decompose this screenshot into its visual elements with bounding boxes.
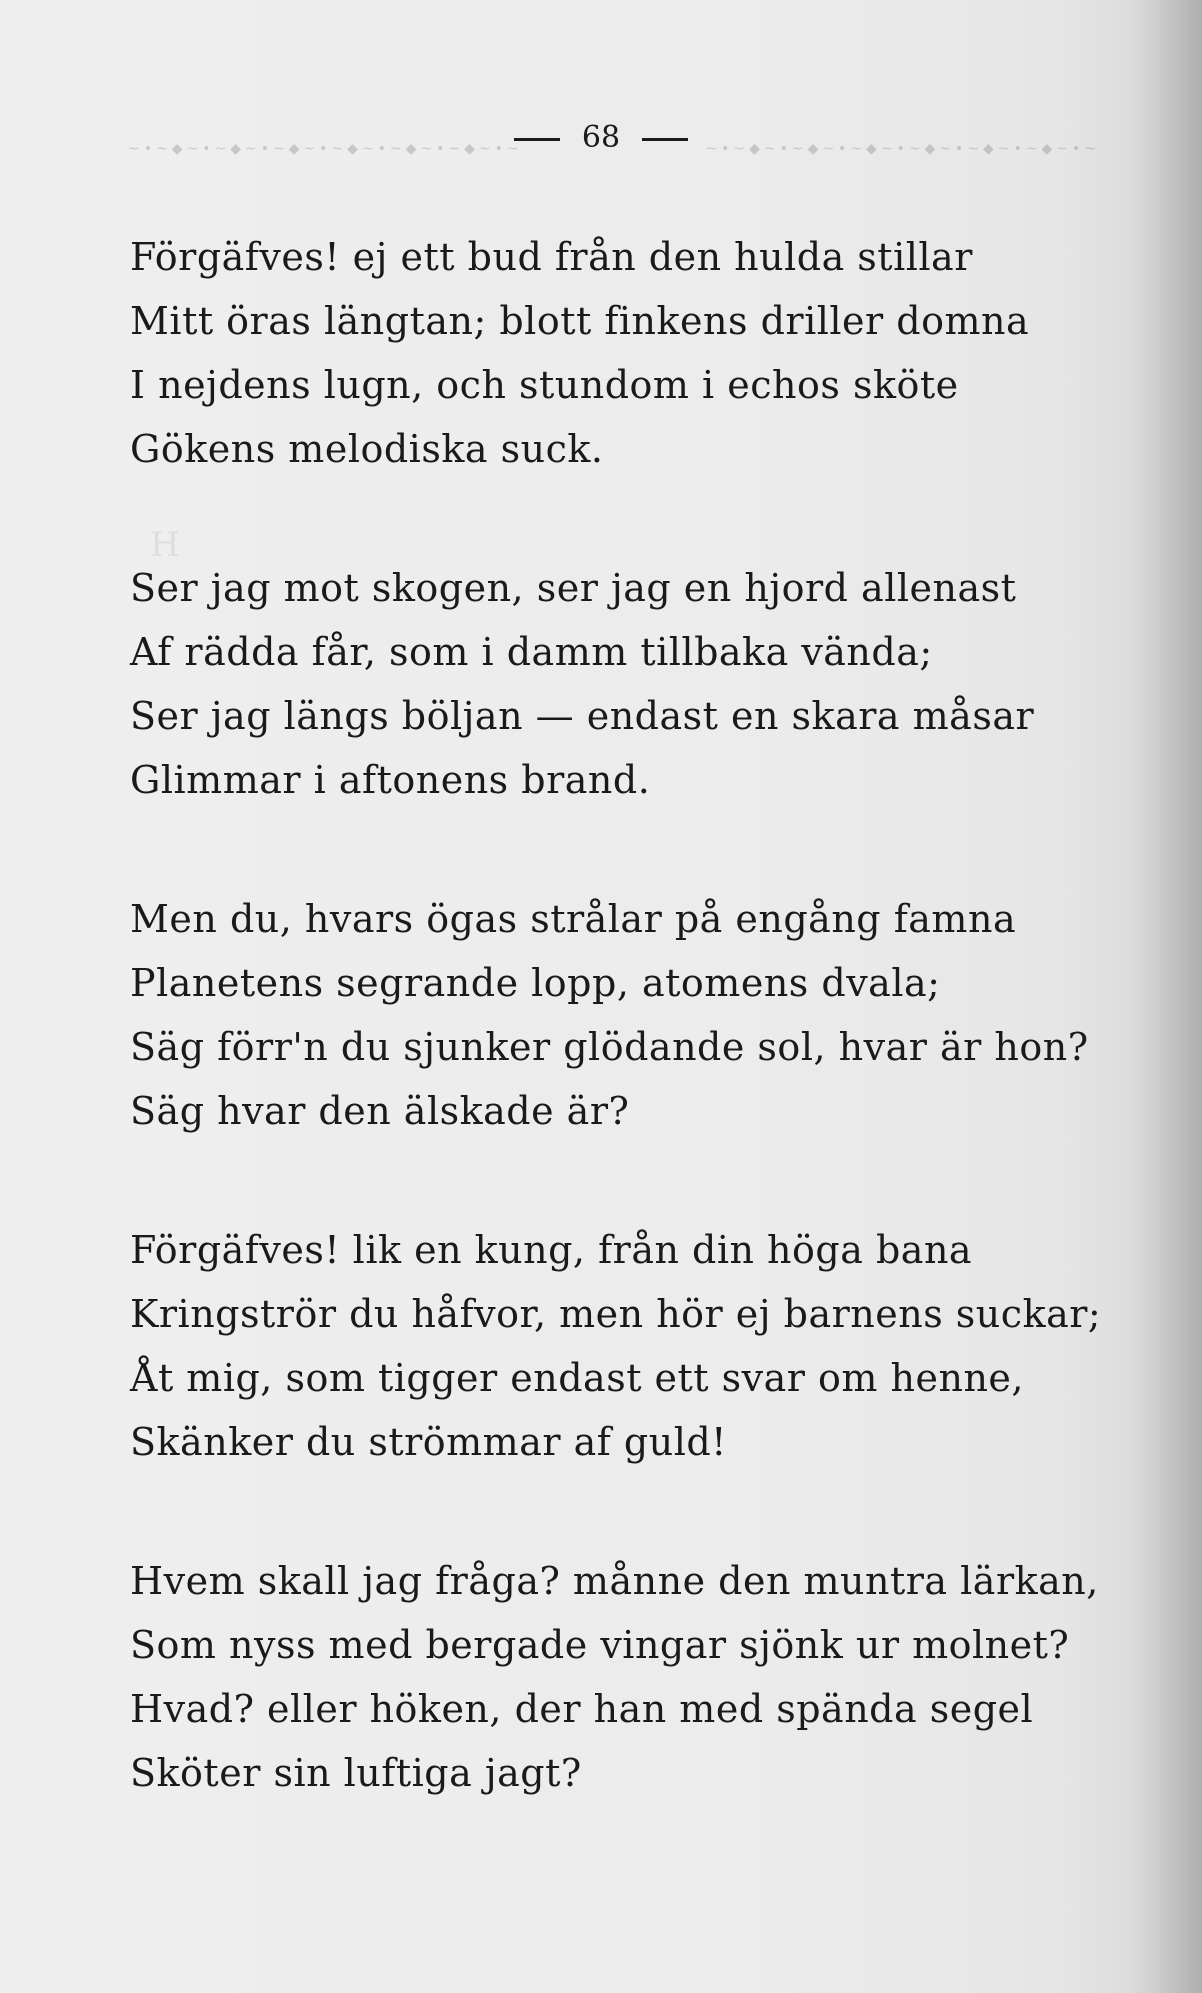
stanza-3	[130, 887, 1130, 1143]
poem-line: Mitt öras längtan; blott finkens driller domna	[130, 299, 1030, 343]
stanza-4	[130, 1218, 1130, 1474]
poem	[130, 225, 1130, 1880]
poem-line: Åt mig, som tigger endast ett svar om henne,	[130, 1356, 1024, 1400]
poem-line: Skänker du strömmar af guld!	[130, 1420, 727, 1464]
left-dash	[514, 138, 560, 141]
page-number: 68	[581, 120, 621, 155]
poem-line: Förgäfves! lik en kung, från din höga bana	[130, 1228, 973, 1272]
poem-line: Men du, hvars ögas strålar på engång famna	[130, 897, 1017, 941]
poem-line: Gökens melodiska suck.	[130, 427, 604, 471]
poem-line: Säg förr'n du sjunker glödande sol, hvar är hon?	[130, 1025, 1089, 1069]
header-ornament-rule: ~•~◆~•~◆~•~◆~•~◆~•~◆~•~◆~•~ ~•~◆~•~◆~•~◆~•~◆~•~◆~•~◆~•~	[128, 142, 1100, 156]
bleed-through-block-1: H	[150, 525, 180, 565]
poem-line: Säg hvar den älskade är?	[130, 1089, 630, 1133]
poem-line: Hvem skall jag fråga? månne den muntra lärkan,	[130, 1559, 1099, 1603]
poem-line: Ser jag mot skogen, ser jag en hjord allenast	[130, 566, 1017, 610]
poem-line: Kringströr du håfvor, men hör ej barnens suckar;	[130, 1292, 1102, 1336]
poem-line: I nejdens lugn, och stundom i echos sköte	[130, 363, 959, 407]
poem-line: Ser jag längs böljan — endast en skara måsar	[130, 694, 1035, 738]
stanza-2	[130, 556, 1130, 812]
poem-line: Glimmar i aftonens brand.	[130, 758, 651, 802]
poem-line: Förgäfves! ej ett bud från den hulda stillar	[130, 235, 973, 279]
poem-line: Som nyss med bergade vingar sjönk ur molnet?	[130, 1623, 1070, 1667]
page-number-header	[0, 118, 1202, 158]
poem-line: Planetens segrande lopp, atomens dvala;	[130, 961, 941, 1005]
gutter-shadow	[1132, 0, 1202, 1993]
stanza-1	[130, 225, 1130, 481]
right-dash	[642, 138, 688, 141]
poem-line: Hvad? eller höken, der han med spända segel	[130, 1687, 1034, 1731]
poem-line: Sköter sin luftiga jagt?	[130, 1751, 582, 1795]
poem-line: Af rädda får, som i damm tillbaka vända;	[130, 630, 933, 674]
stanza-5	[130, 1549, 1130, 1805]
